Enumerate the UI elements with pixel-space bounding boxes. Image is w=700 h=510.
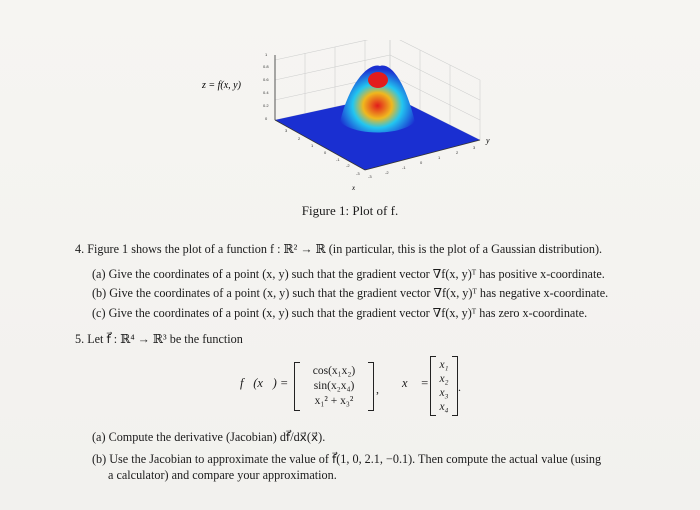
question-5b-continued: a calculator) and compare your approximation.	[108, 468, 337, 482]
z-tick: 0.4	[263, 90, 269, 95]
x-tick: -3	[356, 171, 360, 176]
vector-row: x₄	[439, 401, 449, 413]
x-tick: 0	[324, 150, 327, 155]
question-4b: (b) Give the coordinates of a point (x, y) such that the gradient vector ∇f(x, y)ᵀ has negative x-coordinate.	[92, 286, 609, 300]
vector-row: cos(x₁x₂)	[312, 365, 356, 377]
figure-caption: Figure 1: Plot of f.	[301, 203, 399, 218]
y-tick: -1	[402, 165, 406, 170]
z-tick: 0.6	[263, 77, 269, 82]
z-tick: 0.2	[263, 103, 269, 108]
vector-row: x₃	[439, 387, 449, 399]
comma: ,	[376, 382, 379, 396]
y-tick: -2	[385, 170, 389, 175]
question-5b: (b) Use the Jacobian to approximate the value of f⃗(1, 0, 2.1, −0.1). Then compute the actual value (using	[92, 452, 602, 466]
y-tick: -3	[368, 174, 372, 179]
x-tick: 3	[285, 128, 288, 133]
z-tick: 0.8	[263, 64, 269, 69]
function-vector	[294, 362, 374, 411]
z-tick: 1	[265, 52, 268, 57]
y-tick: 3	[473, 145, 476, 150]
question-5a: (a) Compute the derivative (Jacobian) df⃗/dx⃗(x⃗).	[92, 430, 326, 444]
question-4c: (c) Give the coordinates of a point (x, y) such that the gradient vector ∇f(x, y)ᵀ has zero x-coordinate.	[92, 306, 588, 320]
x-tick: -1	[336, 157, 340, 162]
x-vector-lhs: x⃗ =	[402, 376, 429, 390]
vector-row: x₁	[439, 359, 449, 371]
function-lhs: f⃗(x⃗) =	[240, 376, 289, 390]
vector-row: x₁² + x₃²	[314, 395, 354, 407]
z-tick: 0	[265, 116, 268, 121]
y-tick: 0	[420, 160, 423, 165]
vector-row: x₂	[439, 373, 449, 385]
question-5-stem: 5. Let f⃗ : ℝ⁴ → ℝ³ be the function	[75, 332, 243, 346]
question-4a: (a) Give the coordinates of a point (x, y) such that the gradient vector ∇f(x, y)ᵀ has positive x-coordinate.	[92, 267, 605, 281]
y-axis-label: y	[486, 136, 490, 145]
x-tick: 1	[311, 143, 314, 148]
x-tick: 2	[298, 136, 301, 141]
x-tick: -2	[346, 163, 350, 168]
y-tick: 1	[438, 155, 441, 160]
period: .	[458, 380, 461, 394]
x-axis-label: x	[352, 184, 356, 192]
x-vector	[430, 356, 458, 416]
z-axis-label: z = f(x, y)	[202, 80, 241, 91]
y-tick: 2	[456, 150, 459, 155]
function-definition	[240, 356, 500, 418]
gaussian-surface-plot	[190, 40, 510, 200]
vector-row: sin(x₂x₄)	[313, 380, 355, 392]
question-4-stem: 4. Figure 1 shows the plot of a function f : ℝ² → ℝ (in particular, this is the plot of a Gaussian distribution).	[75, 242, 603, 256]
